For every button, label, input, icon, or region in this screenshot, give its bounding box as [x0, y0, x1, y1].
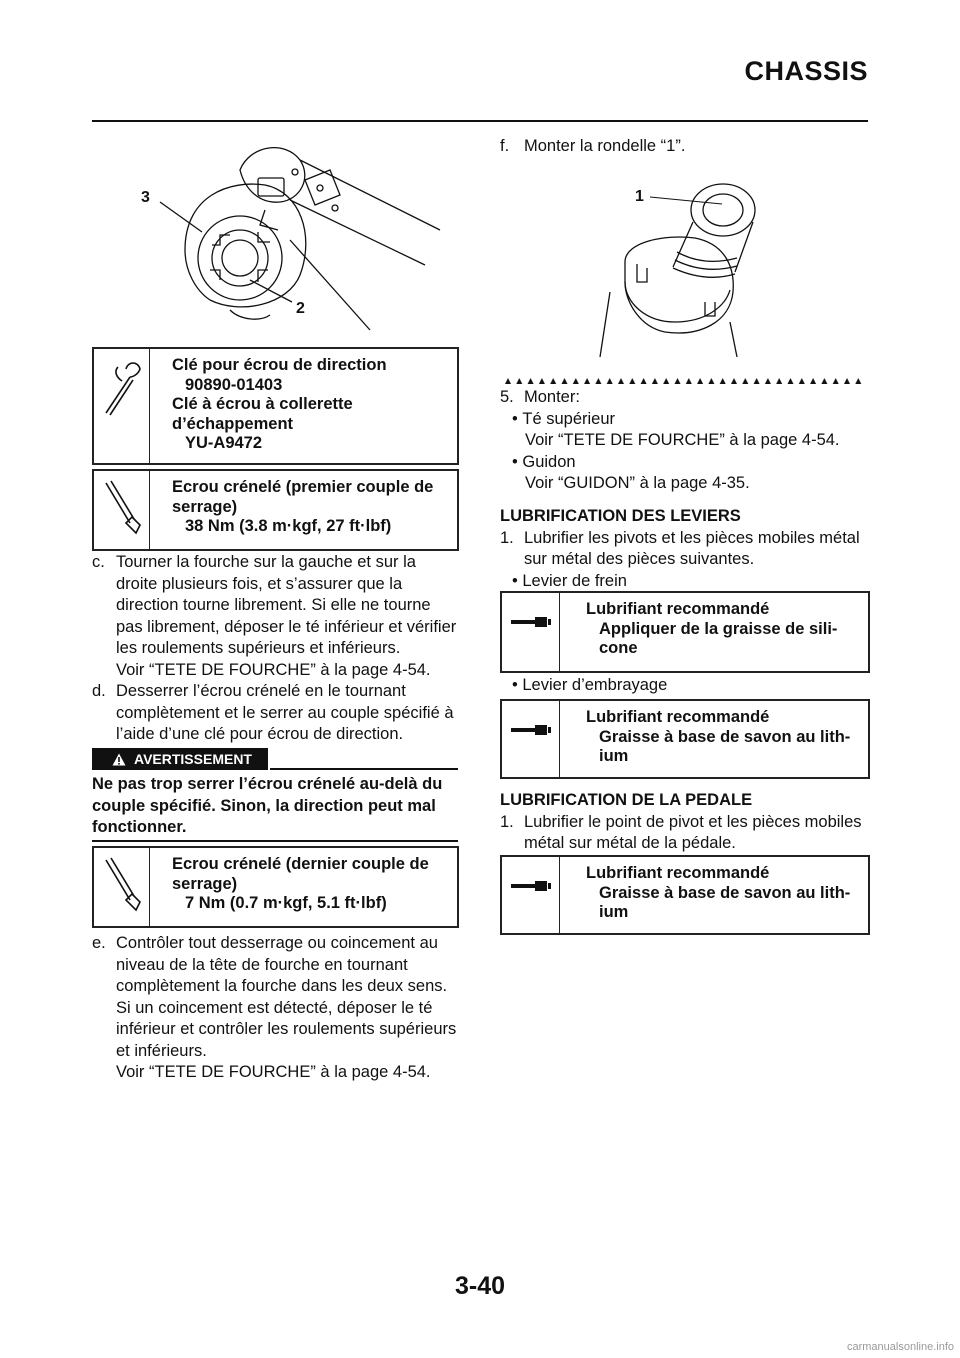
lub3-line2: ium: [599, 903, 629, 921]
lub1-line2: cone: [599, 639, 638, 657]
warning-end-rule: [92, 840, 458, 842]
pedal-step-label: 1.: [500, 812, 514, 831]
step-e-label: e.: [92, 934, 106, 952]
step-c: [92, 552, 458, 746]
torque2-value: 7 Nm (0.7 m·kgf, 5.1 ft·lbf): [185, 894, 387, 912]
step-5-label: 5.: [500, 388, 514, 406]
step-e-ref: Voir “TETE DE FOURCHE” à la page 4-54.: [116, 1063, 431, 1081]
grease-gun-icon: [509, 879, 553, 893]
step-c-label: c.: [92, 553, 105, 571]
tool-name-2: Clé à écrou à collerette: [172, 395, 353, 413]
special-tool-icon: [100, 357, 144, 419]
torque1-value: 38 Nm (3.8 m·kgf, 27 ft·lbf): [185, 517, 392, 535]
torque2-title: Ecrou crénelé (dernier couple de: [172, 855, 429, 873]
step-f-text: Monter la rondelle “1”.: [524, 137, 686, 155]
step-e-text: Contrôler tout desserrage ou coincement au niveau de la tête de fourche en tournant complètement la fourche dans les deux sens. Si un coincement est détecté, déposer le té inférieur et contrôler les roulements supérieurs et inférieurs.: [116, 934, 457, 1060]
warning-rule: [270, 768, 458, 770]
list-item: • Té supérieur: [512, 409, 616, 428]
item-text: Levier d’embrayage: [522, 676, 668, 694]
tool-number-1: 90890-01403: [185, 375, 283, 394]
torque-wrench-icon: [102, 479, 142, 537]
step-e: [92, 933, 458, 1084]
callout-3: 3: [141, 189, 150, 206]
pedal-section: [500, 790, 868, 855]
item-ref: Voir “TETE DE FOURCHE” à la page 4-54.: [525, 431, 840, 449]
levers-item2: [500, 675, 868, 697]
torque1-title: Ecrou crénelé (premier couple de: [172, 478, 434, 496]
step-c-ref: Voir “TETE DE FOURCHE” à la page 4-54.: [116, 660, 431, 679]
step-5: [500, 387, 868, 495]
item-text: Té supérieur: [522, 409, 616, 428]
page-number: 3-40: [454, 1272, 506, 1300]
list-item: • Guidon: [512, 452, 576, 471]
lub2-line1: Graisse à base de savon au lith-: [599, 727, 851, 746]
warning-text: Ne pas trop serrer l’écrou crénelé au-delà du couple spécifié. Sinon, la direction peut mal fonctionner.: [92, 775, 443, 836]
warning-label: [92, 748, 268, 770]
torque1-title-cont: serrage): [172, 497, 238, 516]
item-text: Levier de frein: [522, 571, 627, 590]
step-5-text: Monter:: [524, 388, 580, 406]
lubricant-box-2: [500, 699, 870, 779]
lub2-line2: ium: [599, 747, 629, 765]
page-title: CHASSIS: [744, 56, 868, 86]
steering-nut-wrench-figure: [140, 140, 445, 335]
lub1-line1: Appliquer de la graisse de sili-: [599, 619, 838, 638]
list-item: • Levier de frein: [512, 571, 627, 590]
lub3-title: Lubrifiant recommandé: [586, 864, 770, 882]
lubricant-box-3: [500, 855, 870, 935]
triangle-row-icon: [503, 377, 865, 384]
torque2-title-cont: serrage): [172, 874, 238, 893]
callout-1-leader: [650, 194, 725, 206]
tool-name-1: Clé pour écrou de direction: [172, 356, 387, 374]
end-of-step-triangles: [503, 374, 865, 384]
torque-wrench-icon: [102, 856, 142, 914]
section-heading: LUBRIFICATION DES LEVIERS: [500, 507, 741, 525]
step-d-label: d.: [92, 682, 106, 700]
item-text: Guidon: [522, 452, 576, 471]
levers-step-label: 1.: [500, 528, 514, 547]
section-heading: LUBRIFICATION DE LA PEDALE: [500, 791, 753, 809]
callout-1: 1: [635, 188, 644, 205]
tool-name-2-cont: d’échappement: [172, 414, 294, 433]
tool-icon-cell: [94, 349, 150, 463]
lubricant-box-1: [500, 591, 870, 673]
lub3-line1: Graisse à base de savon au lith-: [599, 883, 851, 902]
step-c-text: Tourner la fourche sur la gauche et sur la droite plusieurs fois, et s’assurer que la direction tourne librement. Si elle ne tourne pas librement, déposer le té inférieur et vérifier les roulements supérieurs et inférieurs.: [116, 553, 457, 657]
header-divider: [92, 120, 868, 122]
step-f-label: f.: [500, 137, 510, 155]
callout-2: 2: [296, 300, 305, 317]
list-item: • Levier d’embrayage: [512, 676, 668, 694]
item-ref: Voir “GUIDON” à la page 4-35.: [525, 474, 750, 492]
levers-section: [500, 506, 868, 592]
lub1-title: Lubrifiant recommandé: [586, 600, 770, 618]
tool-number-2: YU-A9472: [185, 434, 263, 452]
step-f: [500, 136, 868, 158]
grease-gun-icon: [509, 723, 553, 737]
lub2-title: Lubrifiant recommandé: [586, 708, 770, 726]
pedal-step-text: Lubrifier le point de pivot et les pièces mobiles métal sur métal de la pédale.: [524, 812, 862, 852]
step-d-text: Desserrer l’écrou crénelé en le tournant complètement et le serrer au couple spécifié à l’aide d’une clé pour écrou de direction.: [116, 682, 454, 743]
tool-spec-box: [92, 347, 459, 465]
warning-triangle-icon: [112, 753, 126, 766]
warning-label-text: AVERTISSEMENT: [134, 751, 252, 767]
watermark: carmanualsonline.info: [846, 1341, 954, 1353]
torque-spec-box-2: [92, 846, 459, 928]
torque-spec-box-1: [92, 469, 459, 551]
levers-step-text: Lubrifier les pivots et les pièces mobiles métal sur métal des pièces suivantes.: [524, 528, 860, 568]
grease-gun-icon: [509, 615, 553, 629]
